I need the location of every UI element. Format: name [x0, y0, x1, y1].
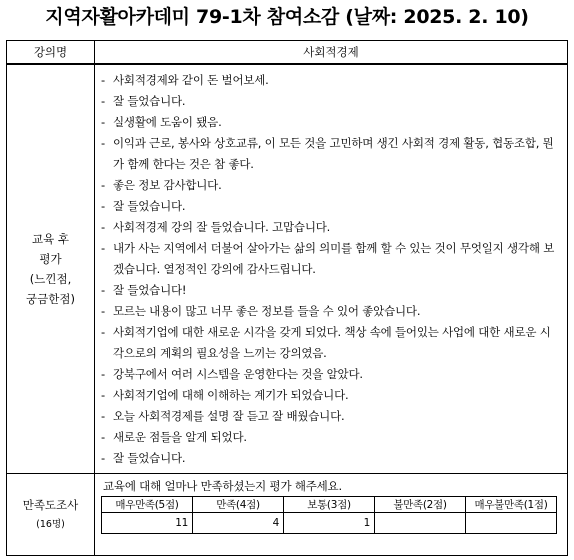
survey-row — [7, 474, 568, 556]
comment-item: - 모르는 내용이 많고 너무 좋은 정보를 들을 수 있어 좋았습니다. — [101, 304, 421, 318]
rating-header: 매우불만족(1점) — [466, 497, 557, 513]
evaluation-row — [7, 64, 568, 474]
lecture-name-label: 강의명 — [7, 41, 95, 65]
evaluation-label-line: 교육 후 — [32, 232, 69, 246]
comment-item: - 강북구에서 여러 시스템을 운영한다는 것을 알았다. — [101, 367, 363, 381]
rating-value: 11 — [102, 513, 193, 534]
rating-header-row — [102, 497, 557, 513]
comment-item: - 좋은 정보 감사합니다. — [101, 178, 222, 192]
evaluation-label-line: (느낀점, — [29, 272, 72, 286]
header-row — [7, 41, 568, 65]
page-title: 지역자활아카데미 79-1차 참여소감 (날짜: 2025. 2. 10) — [45, 6, 529, 28]
evaluation-label-line: 평가 — [39, 252, 62, 266]
comment-item: - 사회적경제와 같이 돈 벌어보세. — [101, 73, 269, 87]
comment-item: - 잘 들었습니다. — [101, 199, 186, 213]
rating-header: 불만족(2점) — [375, 497, 466, 513]
comment-item: - 오늘 사회적경제를 설명 잘 듣고 잘 배웠습니다. — [101, 409, 345, 423]
comment-item: - 잘 들었습니다. — [101, 94, 186, 108]
rating-value: 1 — [284, 513, 375, 534]
comments-cell — [95, 64, 568, 474]
rating-values-row — [102, 513, 557, 534]
comment-item: - 새로운 점들을 알게 되었다. — [101, 430, 247, 444]
comment-item: - 사회적경제 강의 잘 들었습니다. 고맙습니다. — [101, 220, 331, 234]
rating-value — [375, 513, 466, 534]
survey-count: (16명) — [36, 518, 65, 530]
survey-label-text: 만족도조사 — [22, 497, 79, 512]
comment-item: - 사회적기업에 대해 이해하는 계기가 되었습니다. — [101, 388, 349, 402]
lecture-name-value: 사회적경제 — [95, 41, 568, 65]
rating-header: 매우만족(5점) — [102, 497, 193, 513]
comment-item: - 이익과 근로, 봉사와 상호교류, 이 모든 것을 고민하며 생긴 사회적 경제 활동, 협동조합, 뭔가 함께 한다는 것은 참 좋다. — [101, 136, 554, 171]
evaluation-label-line: 궁금한점) — [26, 292, 75, 306]
survey-question: 교육에 대해 얼마나 만족하셨는지 평가 해주세요. — [103, 479, 342, 493]
comments-list — [95, 65, 567, 473]
comment-item: - 내가 사는 지역에서 더불어 살아가는 삶의 의미를 함께 할 수 있는 것이 무엇일지 생각해 보겠습니다. 열정적인 강의에 감사드립니다. — [101, 241, 555, 276]
rating-value: 4 — [193, 513, 284, 534]
comment-item: - 사회적기업에 대한 새로운 시각을 갖게 되었다. 책상 속에 들어있는 사업에 대한 새로운 시각으로의 계획의 필요성을 느끼는 강의였음. — [101, 325, 551, 360]
evaluation-label — [7, 64, 95, 474]
comment-item: - 잘 들었습니다! — [101, 283, 187, 297]
rating-header: 보통(3점) — [284, 497, 375, 513]
feedback-table — [6, 40, 568, 556]
survey-label — [7, 474, 95, 556]
survey-cell — [95, 474, 568, 556]
comment-item: - 실생활에 도움이 됐음. — [101, 115, 222, 129]
rating-header: 만족(4점) — [193, 497, 284, 513]
rating-value — [466, 513, 557, 534]
comment-item: - 잘 들었습니다. — [101, 451, 186, 465]
rating-table — [101, 496, 557, 534]
